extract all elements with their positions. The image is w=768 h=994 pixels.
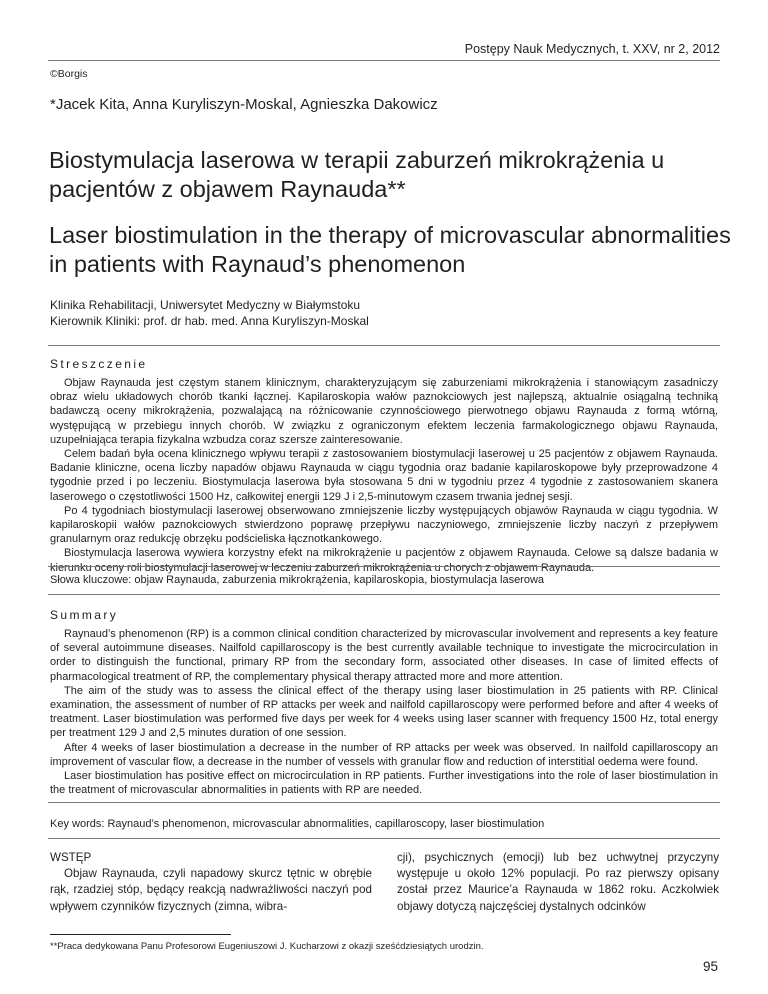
summary-paragraph: Laser biostimulation has positive effect on microcirculation in RP patients. Further investigations into the role of laser biostimulation in the treatment of microvascular abnormalities in patients with RP are needed.: [50, 770, 718, 797]
keywords-en-rule: [48, 802, 720, 803]
streszczenie-paragraph: Po 4 tygodniach biostymulacji laserowej obserwowano zmniejszenie liczby występujących objawów Raynauda w ciągu tygodnia. W kapilaroskopii wałów paznokciowych stwierdzono poprawę przepływu naczyniowego, zmniejszenie liczby naczyń z przepływem granularnym oraz redukcję obrzęku podścieliska łącznotkankowego.: [50, 504, 718, 546]
journal-header: Postępy Nauk Medycznych, t. XXV, nr 2, 2012: [464, 42, 720, 56]
abstract-rule-top: [48, 345, 720, 346]
streszczenie-heading: Streszczenie: [50, 357, 148, 371]
affiliation: [50, 298, 369, 329]
title-polish: Biostymulacja laserowa w terapii zaburzeń mikrokrążenia u pacjentów z objawem Raynauda**: [49, 147, 665, 202]
page-number: 95: [702, 959, 718, 974]
summary-rule-top: [48, 594, 720, 595]
streszczenie-paragraph: Objaw Raynauda jest częstym stanem klinicznym, charakteryzującym się zaburzeniami mikrokrążenia i stanowiącym zasadniczy obraz wielu układowych chorób tkanki łącznej. Kapilaroskopia wałów paznokciowych jest najlepszą, aktualnie osiągalną techniką badawczą oceny mikrokrążenia, pozwalającą na różnicowanie czynnościowego pierwotnego objawu Raynauda z formą wtórną, występującą w przebiegu innych chorób. W związku z ograniczonym efektem leczenia farmakologicznego objawu Raynauda, uzupełniająca terapia fizykalna wzbudza coraz szersze zainteresowanie.: [50, 377, 718, 446]
keywords-english: Key words: Raynaud’s phenomenon, microvascular abnormalities, capillaroscopy, laser biostimulation: [50, 818, 545, 830]
summary-paragraph: After 4 weeks of laser biostimulation a decrease in the number of RP attacks per week was observed. In nailfold capillaroscopy an improvement of vascular flow, a decrease in the number of vessels with granular flow and reduction of interstitial oedema were found.: [50, 741, 718, 768]
body-rule: [48, 838, 720, 839]
publisher-mark: ©Borgis: [50, 68, 88, 80]
footnote-rule: [50, 934, 231, 935]
streszczenie-paragraph: Celem badań była ocena klinicznego wpływu terapii z zastosowaniem biostymulacji laserowej u 25 pacjentów z objawem Raynauda. Badanie kliniczne, ocena liczby napadów objawu Raynauda w ciągu tygodnia oraz badanie kapilaroskopowe były przeprowadzone 4 tygodnie przed i po leczeniu. Biostymulacja laserowa była stosowana 5 dni w tygodniu przez 4 tygodnie z zastosowaniem skanera laserowego o częstotliwości 1500 Hz, całkowitej energii 129 J i 2,5-minutowym czasem trwania jednej sesji.: [50, 448, 718, 503]
footnote: **Praca dedykowana Panu Profesorowi Eugeniuszowi J. Kucharzowi z okazji sześćdziesiątych urodzin.: [50, 941, 484, 952]
intro-paragraph-left: Objaw Raynauda, czyli napadowy skurcz tętnic w obrębie rąk, rzadziej stóp, będący reakcją nadwrażliwości naczyń pod wpływem czynników fizycznych (zimna, wibra-: [50, 867, 372, 913]
header-rule: [48, 60, 720, 61]
keywords-polish: Słowa kluczowe: objaw Raynauda, zaburzenia mikrokrążenia, kapilaroskopia, biostymulacja laserowa: [50, 574, 545, 586]
affiliation-head: Kierownik Kliniki: prof. dr hab. med. Anna Kuryliszyn-Moskal: [50, 313, 369, 328]
authors: *Jacek Kita, Anna Kuryliszyn-Moskal, Agnieszka Dakowicz: [50, 96, 438, 113]
intro-right-column: [397, 850, 719, 915]
affiliation-institution: Klinika Rehabilitacji, Uniwersytet Medyczny w Białymstoku: [50, 298, 361, 312]
intro-left-column: [50, 850, 372, 915]
summary-body: [50, 627, 718, 797]
summary-heading: Summary: [50, 608, 119, 622]
intro-paragraph-right: cji), psychicznych (emocji) lub bez uchwytnej przyczyny występuje u około 12% populacji. Po raz pierwszy opisany został przez Maurice’a Raynauda w 1862 roku. Aczkolwiek objawy dotyczą najczęściej dystalnych odcinków: [397, 851, 719, 913]
summary-paragraph: Raynaud’s phenomenon (RP) is a common clinical condition characterized by microvascular involvement and represents a key feature of several autoimmune diseases. Nailfold capillaroscopy is the best currently available technique to investigate the microcirculation in order to distinguish the functional, primary RP from the secondary form, associated other diseases. In case of limited effects of pharmacological treatment of RP, the complementary physical therapy attracted more and more attention.: [50, 628, 718, 683]
streszczenie-paragraph: Biostymulacja laserowa wywiera korzystny efekt na mikrokrążenie u pacjentów z objawem Raynauda. Celowe są dalsze badania w kierunku oceny roli biostymulacji laserowej w leczeniu zaburzeń mikrokrążenia u chorych z objawem Raynauda.: [50, 547, 718, 574]
title-english: Laser biostimulation in the therapy of microvascular abnormalities in patients with Raynaud’s phenomenon: [49, 222, 731, 277]
streszczenie-body: [50, 376, 718, 575]
intro-heading: WSTĘP: [50, 851, 92, 864]
summary-paragraph: The aim of the study was to assess the clinical effect of the therapy using laser biostimulation in 25 patients with RP. Clinical examination, the assessment of number of RP attacks per week and nailfold capillaroscopy were performed before and after 4 weeks of treatment. Laser biostimulation was performed five days per week for 4 weeks using laser scanner with frequency 1500 Hz, total energy per treatment 129 J and 2,5 minutes duration of one session.: [50, 684, 718, 740]
keywords-pl-rule: [48, 566, 720, 567]
